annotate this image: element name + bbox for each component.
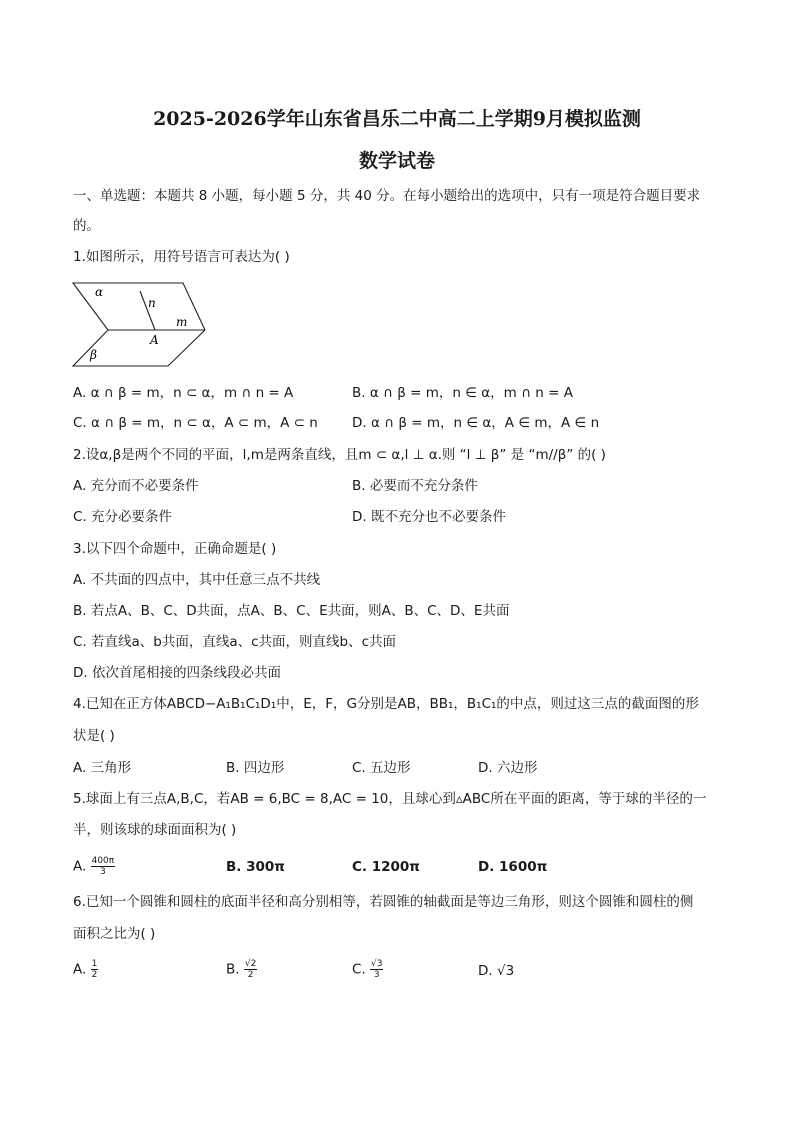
q6-option-c-prefix: C. [352, 961, 366, 978]
q2-option-b: B. 必要而不充分条件 [352, 478, 478, 494]
q2-stem: 2.设α,β是两个不同的平面，l,m是两条直线，且m ⊂ α,l ⊥ α.则 “l ⊥ β” 是 “m//β” 的( ) [73, 447, 606, 463]
q1-option-b: B. α ∩ β = m，n ∈ α，m ∩ n = A [352, 385, 573, 401]
fraction-numerator: 400π [91, 856, 115, 866]
q5-stem-line2: 半，则该球的球面面积为( ) [73, 822, 237, 838]
q4-option-b: B. 四边形 [226, 760, 285, 776]
fraction-denominator: 2 [91, 970, 98, 980]
q5-option-c: C. 1200π [352, 859, 420, 875]
q6-stem-line2: 面积之比为( ) [73, 926, 156, 942]
label-m: m [176, 315, 188, 329]
q1-figure [70, 278, 210, 370]
q4-stem-line2: 状是( ) [73, 728, 115, 744]
q5-stem-line1: 5.球面上有三点A,B,C，若AB = 6,BC = 8,AC = 10，且球心到▵ABC所在平面的距离，等于球的半径的一 [73, 791, 707, 807]
q3-option-c: C. 若直线a、b共面，直线a、c共面，则直线b、c共面 [73, 634, 397, 650]
q6-option-b-fraction [244, 959, 257, 980]
q6-option-d: D. √3 [478, 963, 515, 979]
section-instruction-line1: 一、单选题：本题共 8 小题，每小题 5 分，共 40 分。在每小题给出的选项中，只有一项是符合题目要求 [73, 188, 701, 204]
q5-option-b: B. 300π [226, 859, 285, 875]
q1-stem: 1.如图所示，用符号语言可表达为( ) [73, 249, 290, 265]
q6-option-c [352, 959, 383, 980]
fraction-denominator: 3 [373, 970, 380, 980]
q1-option-c: C. α ∩ β = m，n ⊂ α，A ⊂ m，A ⊂ n [73, 415, 318, 431]
q3-option-d: D. 依次首尾相接的四条线段必共面 [73, 665, 281, 681]
q4-option-d: D. 六边形 [478, 760, 538, 776]
q5-option-a [73, 856, 115, 877]
fraction-denominator: 2 [247, 970, 254, 980]
q6-option-c-fraction [370, 959, 383, 980]
q6-stem-line1: 6.已知一个圆锥和圆柱的底面半径和高分别相等，若圆锥的轴截面是等边三角形，则这个圆锥和圆柱的侧 [73, 894, 694, 910]
q6-option-b-prefix: B. [226, 961, 240, 978]
q6-option-b [226, 959, 257, 980]
label-A: A [150, 333, 159, 347]
q5-option-d: D. 1600π [478, 859, 548, 875]
q3-option-a: A. 不共面的四点中，其中任意三点不共线 [73, 572, 321, 588]
q5-option-a-prefix: A. [73, 858, 87, 875]
exam-subtitle: 数学试卷 [358, 150, 435, 172]
q1-option-a: A. α ∩ β = m，n ⊂ α，m ∩ n = A [73, 385, 294, 401]
q3-stem: 3.以下四个命题中，正确命题是( ) [73, 541, 277, 557]
q2-option-c: C. 充分必要条件 [73, 509, 173, 525]
fraction-numerator: √3 [371, 959, 383, 969]
q2-option-a: A. 充分而不必要条件 [73, 478, 199, 494]
label-alpha: α [95, 285, 104, 299]
label-beta: β [90, 348, 97, 362]
label-n: n [148, 296, 156, 310]
q1-option-d: D. α ∩ β = m，n ∈ α，A ∈ m，A ∈ n [352, 415, 600, 431]
q4-option-c: C. 五边形 [352, 760, 411, 776]
q4-stem-line1: 4.已知在正方体ABCD−A₁B₁C₁D₁中，E，F，G分别是AB，BB₁，B₁C₁的中点，则过这三点的截面图的形 [73, 696, 699, 712]
section-instruction-line2: 的。 [73, 218, 100, 234]
q2-option-d: D. 既不充分也不必要条件 [352, 509, 506, 525]
q6-option-a [73, 959, 98, 980]
fraction-numerator: √2 [244, 959, 257, 969]
q3-option-b: B. 若点A、B、C、D共面，点A、B、C、E共面，则A、B、C、D、E共面 [73, 603, 510, 619]
exam-title: 2025-2026学年山东省昌乐二中高二上学期9月模拟监测 [153, 108, 641, 130]
q6-option-a-fraction [91, 959, 99, 980]
fraction-numerator: 1 [91, 959, 98, 969]
q4-option-a: A. 三角形 [73, 760, 132, 776]
q6-option-a-prefix: A. [73, 961, 87, 978]
q5-option-a-fraction [91, 856, 116, 877]
fraction-denominator: 3 [100, 867, 106, 877]
